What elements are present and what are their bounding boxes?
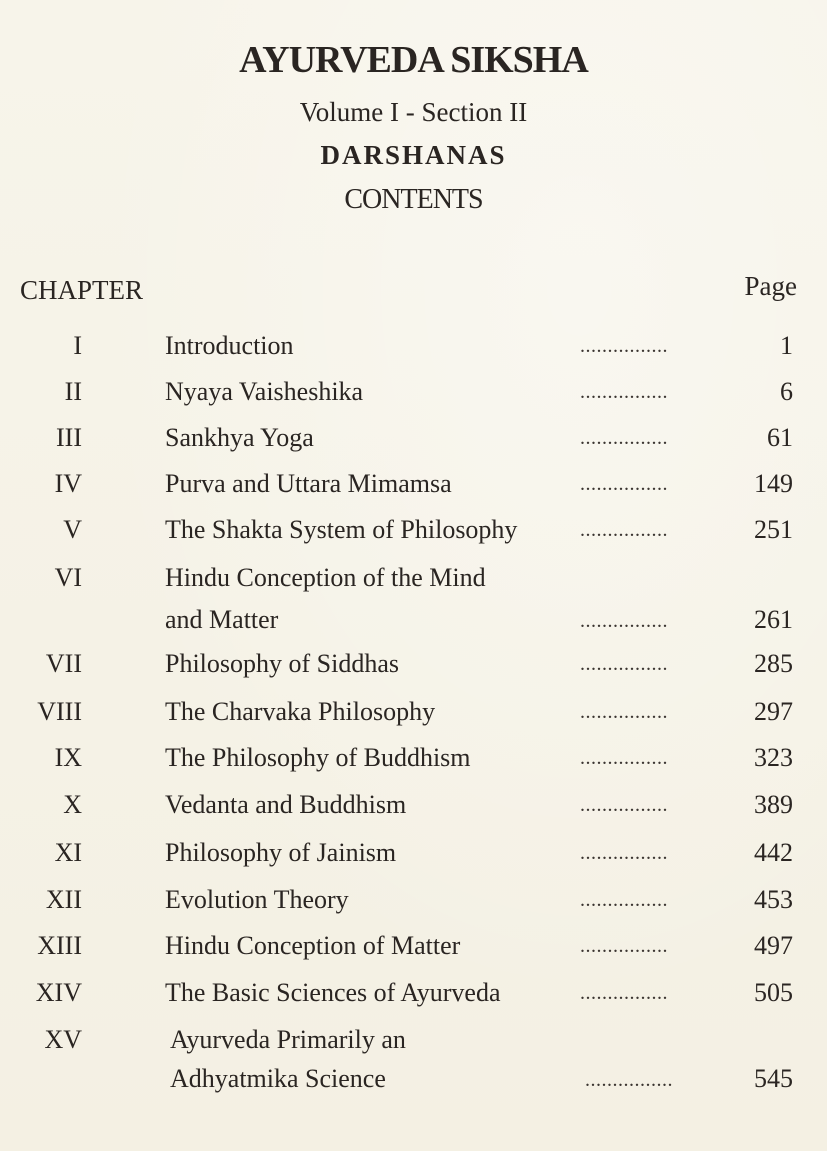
chapter-title: Nyaya Vaisheshika — [165, 377, 364, 406]
chapter-title: Evolution Theory — [165, 885, 349, 914]
chapter-number: II — [64, 377, 82, 406]
chapter-number: XII — [45, 885, 82, 914]
toc-entry[interactable] — [0, 649, 827, 693]
page-number: 389 — [754, 790, 793, 819]
chapter-number: I — [73, 331, 82, 360]
book-title: AYURVEDA SIKSHA — [239, 39, 588, 81]
toc-entry[interactable] — [0, 978, 827, 1022]
chapter-title: The Basic Sciences of Ayurveda — [165, 978, 501, 1007]
chapter-number: VII — [45, 649, 82, 678]
chapter-number: IX — [54, 743, 82, 772]
dot-leader: ................ — [580, 519, 668, 541]
dot-leader: ................ — [580, 935, 668, 957]
page-number: 61 — [767, 423, 793, 452]
page-number: 6 — [780, 377, 793, 406]
chapter-title: Philosophy of Jainism — [165, 838, 397, 867]
chapter-title: Purva and Uttara Mimamsa — [165, 469, 452, 498]
chapter-number: XIII — [37, 931, 82, 960]
page-number: 1 — [780, 331, 793, 360]
chapter-title: Hindu Conception of the Mind — [165, 563, 486, 592]
page-number: 453 — [754, 885, 793, 914]
page-number: 285 — [754, 649, 793, 678]
dot-leader: ................ — [580, 889, 668, 911]
page-number: 251 — [754, 515, 793, 544]
toc-entry[interactable] — [0, 931, 827, 975]
chapter-title-continued: Adhyatmika Science — [170, 1064, 386, 1093]
chapter-number: III — [56, 423, 82, 452]
page-number: 261 — [754, 605, 793, 634]
chapter-number: XV — [44, 1025, 82, 1054]
toc-entry[interactable] — [0, 469, 827, 513]
chapter-title: Ayurveda Primarily an — [170, 1025, 406, 1054]
toc-entry[interactable] — [0, 743, 827, 787]
page-number: 497 — [754, 931, 793, 960]
dot-leader: ................ — [580, 427, 668, 449]
dot-leader: ................ — [580, 794, 668, 816]
page-number: 442 — [754, 838, 793, 867]
chapter-title: Vedanta and Buddhism — [165, 790, 407, 819]
chapter-number: VIII — [37, 697, 82, 726]
chapter-title: Hindu Conception of Matter — [165, 931, 461, 960]
dot-leader: ................ — [580, 982, 668, 1004]
dot-leader: ................ — [580, 610, 668, 632]
chapter-title: The Charvaka Philosophy — [165, 697, 436, 726]
toc-entry[interactable] — [0, 885, 827, 929]
contents-heading: CONTENTS — [344, 184, 483, 215]
chapter-title: Introduction — [165, 331, 294, 360]
toc-entry[interactable] — [0, 331, 827, 375]
section-title: DARSHANAS — [320, 140, 507, 170]
dot-leader: ................ — [580, 653, 668, 675]
toc-entry[interactable] — [0, 515, 827, 559]
dot-leader: ................ — [580, 473, 668, 495]
toc-entry[interactable] — [0, 838, 827, 882]
chapter-title: Philosophy of Siddhas — [165, 649, 400, 678]
chapter-title-continued: and Matter — [165, 605, 279, 634]
chapter-title: The Shakta System of Philosophy — [165, 515, 518, 544]
page-number: 323 — [754, 743, 793, 772]
page-number: 545 — [754, 1064, 793, 1093]
chapter-number: VI — [54, 563, 82, 592]
page-column-header: Page — [744, 271, 797, 301]
toc-entry[interactable] — [0, 563, 827, 651]
toc-entry[interactable] — [0, 1025, 827, 1115]
chapter-number: IV — [54, 469, 82, 498]
page-number: 505 — [754, 978, 793, 1007]
chapter-title: Sankhya Yoga — [165, 423, 314, 452]
dot-leader: ................ — [580, 381, 668, 403]
chapter-column-header: CHAPTER — [20, 275, 144, 305]
toc-entry[interactable] — [0, 697, 827, 741]
dot-leader: ................ — [580, 842, 668, 864]
page-number: 297 — [754, 697, 793, 726]
dot-leader: ................ — [580, 701, 668, 723]
chapter-title: The Philosophy of Buddhism — [165, 743, 471, 772]
chapter-number: XI — [54, 838, 82, 867]
chapter-number: V — [63, 515, 82, 544]
page-number: 149 — [754, 469, 793, 498]
toc-entry[interactable] — [0, 423, 827, 467]
dot-leader: ................ — [580, 747, 668, 769]
toc-entry[interactable] — [0, 377, 827, 421]
volume-subtitle: Volume I - Section II — [299, 97, 528, 127]
toc-entry[interactable] — [0, 790, 827, 834]
chapter-number: XIV — [35, 978, 82, 1007]
chapter-number: X — [63, 790, 82, 819]
dot-leader: ................ — [580, 335, 668, 357]
dot-leader: ................ — [585, 1069, 673, 1091]
